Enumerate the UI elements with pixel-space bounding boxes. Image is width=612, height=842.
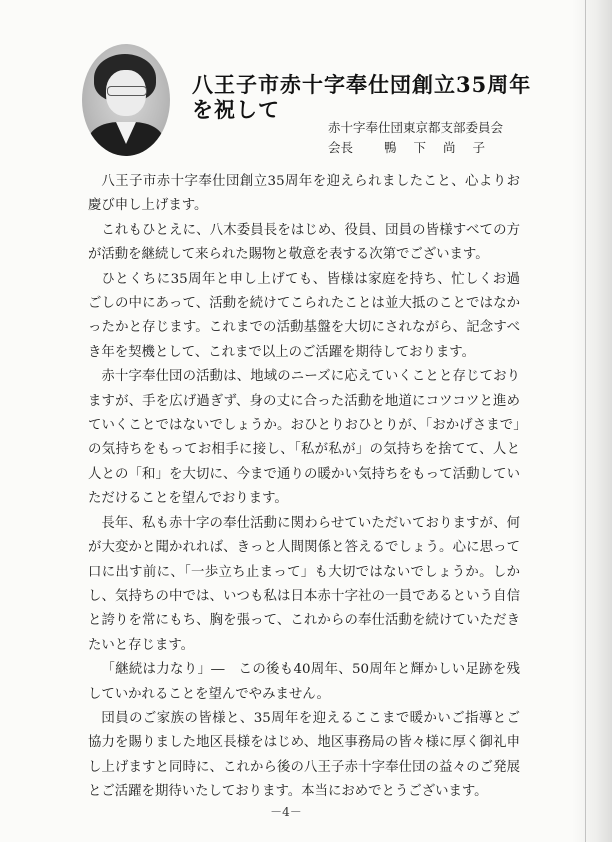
page-number: －4－ [270,805,302,819]
paragraph-7: 団員のご家族の皆様と、35周年を迎えるここまで暖かいご指導とご協力を賜りました地区長様をはじめ、地区事務局の皆々様に厚く御礼申し上げますと同時に、これから後の八王子赤十字奉仕団の益々のご発展とご活躍を期待いたしております。本当におめでとうございます。 [88,710,520,800]
paragraph-1: 八王子市赤十字奉仕団創立35周年を迎えられましたこと、心よりお慶び申し上げます。 [88,174,520,214]
paragraph-6: 「継続は力なり」― この後も40周年、50周年と輝かしい足跡を残していかれることを望んでやみません。 [88,662,520,702]
paragraph-5: 長年、私も赤十字の奉仕活動に関わらせていただいておりますが、何が大変かと聞かれれば、きっと人間関係と答えるでしょう。心に思って口に出す前に、「一歩立ち止まって」も大切ではないでしょうか。しかし、気持ちの中では、いつも私は日本赤十字社の一員であるという自信と誇りを常にもち、胸を張って、これからの奉仕活動を続けていただきたいと存じます。 [88,515,520,653]
author-role: 会長 [328,140,354,155]
title-line-1: 八王子市赤十字奉仕団創立35周年 [192,72,532,97]
author-portrait-photo [82,44,170,156]
author-organization: 赤十字奉仕団東京都支部委員会 [328,120,504,135]
article-title [192,72,532,122]
page-edge-shadow [572,0,612,842]
title-line-2: を祝して [192,97,280,122]
article-body [88,170,520,805]
paragraph-3: ひとくちに35周年と申し上げても、皆様は家庭を持ち、忙しくお過ごしの中にあって、活動を続けてこられたことは並大抵のことではなかったかと存じます。これまでの活動基盤を大切にされながら、記念すべき年を契機として、これまで以上のご活躍を期待しております。 [88,271,520,360]
paragraph-4: 赤十字奉仕団の活動は、地域のニーズに応えていくことと存じておりますが、手を広げ過ぎず、身の丈に合った活動を地道にコツコツと進めていくことではないでしょうか。おひとりおひとりが、「おかげさまで」の気持ちをもってお相手に接し、「私が私が」の気持ちを捨てて、人と人との「和」を大切に、今まで通りの暖かい気持ちをもって活動していただけることを望んでおります。 [88,369,520,507]
page-edge-line [585,0,586,842]
author-name: 鴨下尚子 [384,140,503,155]
portrait-glasses [107,86,147,96]
paragraph-2: これもひとえに、八木委員長をはじめ、役員、団員の皆様すべての方が活動を継続して来られた賜物と敬意を表する次第でございます。 [88,222,520,263]
